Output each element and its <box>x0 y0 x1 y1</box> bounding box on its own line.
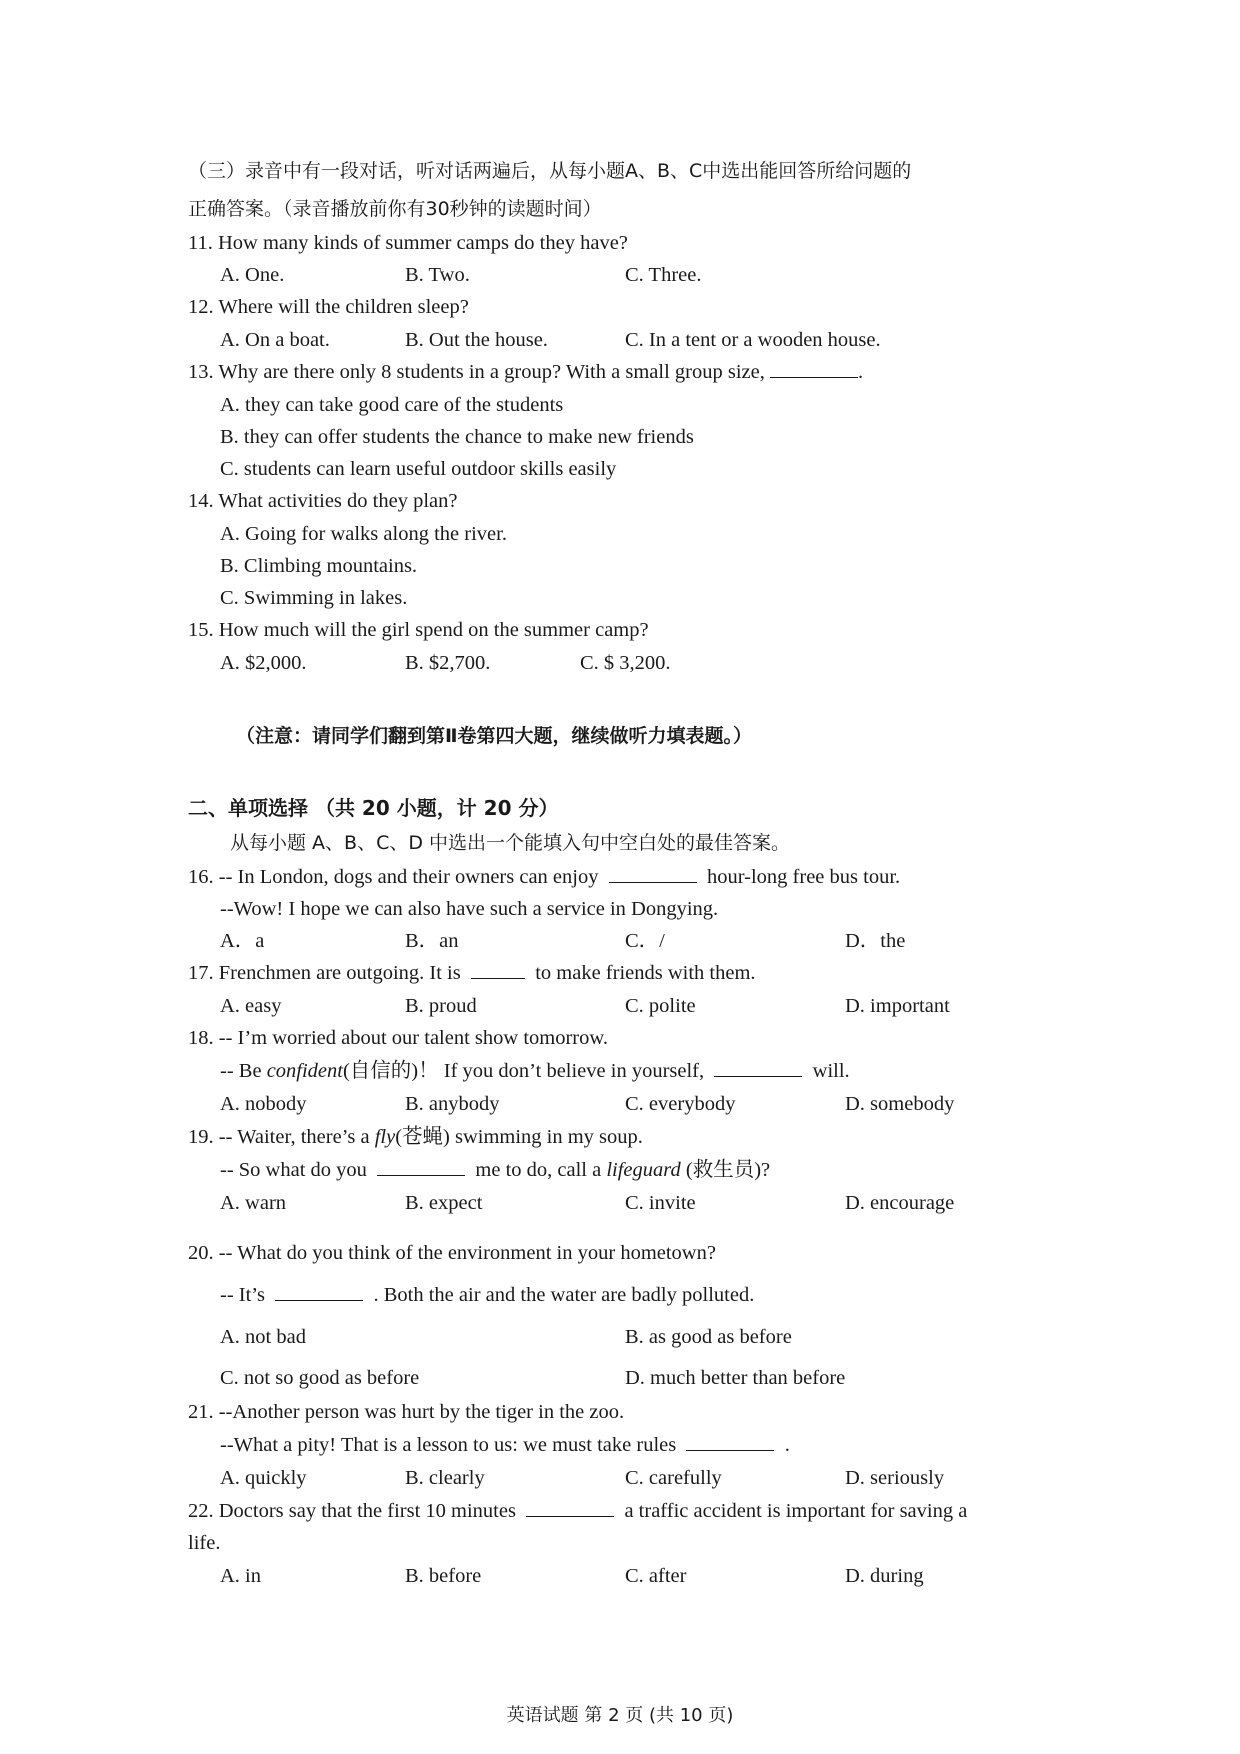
question-17-text-b: to make friends with them. <box>535 962 756 984</box>
question-22-text-b: a traffic accident is important for saving a <box>624 1500 968 1522</box>
question-15-stem: 15. How much will the girl spend on the summer camp? <box>188 619 649 641</box>
question-19-text-b: (苍蝇) swimming in my soup. <box>395 1126 643 1148</box>
question-21-option-d: D. seriously <box>845 1467 945 1489</box>
question-19-keyword-2: lifeguard <box>606 1159 681 1181</box>
question-19-option-a: A. warn <box>220 1192 287 1214</box>
answer-blank <box>686 1432 774 1451</box>
question-21-option-c: C. carefully <box>625 1467 722 1489</box>
question-17-option-d: D. important <box>845 995 950 1017</box>
question-21-line1: 21. --Another person was hurt by the tiger in the zoo. <box>188 1401 625 1423</box>
question-22-option-d: D. during <box>845 1565 924 1587</box>
question-12-option-a: A. On a boat. <box>220 329 330 351</box>
answer-blank <box>609 864 697 883</box>
question-20-option-b: B. as good as before <box>625 1326 792 1348</box>
answer-blank <box>770 359 858 378</box>
question-20-option-c: C. not so good as before <box>220 1367 420 1389</box>
question-17-stem <box>188 960 756 986</box>
question-21-option-a: A. quickly <box>220 1467 307 1489</box>
question-17-text-a: 17. Frenchmen are outgoing. It is <box>188 962 461 984</box>
question-13-option-c: C. students can learn useful outdoor skills easily <box>220 458 617 480</box>
question-18-option-c: C. everybody <box>625 1093 736 1115</box>
question-13-option-b: B. they can offer students the chance to make new friends <box>220 426 694 448</box>
question-22-line1 <box>188 1498 967 1524</box>
part2-heading: 二、单项选择 （共 20 小题，计 20 分） <box>188 796 559 820</box>
answer-blank <box>377 1157 465 1176</box>
question-15-option-c: C. $ 3,200. <box>580 652 671 674</box>
question-17-option-c: C. polite <box>625 995 696 1017</box>
question-16-text-b: hour-long free bus tour. <box>706 866 901 888</box>
question-11-option-a: A. One. <box>220 264 285 286</box>
question-20-text-a: -- It’s <box>220 1284 265 1306</box>
question-19-text-e: (救生员)? <box>680 1159 771 1181</box>
question-21-text-b: . <box>784 1434 790 1456</box>
section3-instruction-line1: （三）录音中有一段对话，听对话两遍后，从每小题A、B、C中选出能回答所给问题的 <box>188 160 912 182</box>
question-14-option-c: C. Swimming in lakes. <box>220 587 408 609</box>
question-17-option-b: B. proud <box>405 995 477 1017</box>
question-16-option-c: C．/ <box>625 930 665 952</box>
question-13-stem <box>188 359 863 385</box>
question-19-text-c: -- So what do you <box>220 1159 367 1181</box>
question-16-option-d: D．the <box>845 930 906 952</box>
question-14-stem: 14. What activities do they plan? <box>188 490 458 512</box>
page-footer: 英语试题 第 2 页 (共 10 页) <box>506 1705 734 1726</box>
question-12-stem: 12. Where will the children sleep? <box>188 296 469 318</box>
question-18-option-a: A. nobody <box>220 1093 307 1115</box>
question-19-text-a: 19. -- Waiter, there’s a <box>188 1126 375 1148</box>
question-16-option-a: A．a <box>220 930 265 952</box>
question-19-keyword: fly <box>374 1126 396 1148</box>
question-18-option-b: B. anybody <box>405 1093 500 1115</box>
section3-instruction-line2: 正确答案。（录音播放前你有30秒钟的读题时间） <box>188 198 602 220</box>
question-12-option-b: B. Out the house. <box>405 329 548 351</box>
answer-blank <box>714 1058 802 1077</box>
question-22-line2: life. <box>188 1532 221 1554</box>
question-15-option-a: A. $2,000. <box>220 652 307 674</box>
answer-blank <box>471 960 525 979</box>
question-19-option-b: B. expect <box>405 1192 483 1214</box>
question-18-text-a: -- Be <box>220 1060 267 1082</box>
question-13-stem-text: 13. Why are there only 8 students in a group? With a small group size, <box>188 361 765 383</box>
question-13-option-a: A. they can take good care of the students <box>220 394 564 416</box>
question-18-text-b: (自信的)！ If you don’t believe in yourself, <box>342 1060 705 1082</box>
question-19-option-c: C. invite <box>625 1192 696 1214</box>
question-11-stem: 11. How many kinds of summer camps do they have? <box>188 232 628 254</box>
question-15-option-b: B. $2,700. <box>405 652 491 674</box>
part2-instruction: 从每小题 A、B、C、D 中选出一个能填入句中空白处的最佳答案。 <box>230 832 791 854</box>
question-20-line2 <box>220 1282 754 1308</box>
question-18-keyword: confident <box>266 1060 343 1082</box>
question-22-option-a: A. in <box>220 1565 261 1587</box>
question-21-text-a: --What a pity! That is a lesson to us: we must take rules <box>220 1434 677 1456</box>
question-19-line2 <box>220 1157 770 1183</box>
question-17-option-a: A. easy <box>220 995 282 1017</box>
question-11-option-b: B. Two. <box>405 264 470 286</box>
question-22-option-c: C. after <box>625 1565 687 1587</box>
listening-note: （注意：请同学们翻到第Ⅱ卷第四大题，继续做听力填表题。） <box>236 725 753 747</box>
question-19-line1 <box>188 1124 643 1150</box>
question-20-text-b: . Both the air and the water are badly polluted. <box>373 1284 755 1306</box>
question-18-text-c: will. <box>812 1060 850 1082</box>
question-16-line1 <box>188 864 900 890</box>
question-18-line1: 18. -- I’m worried about our talent show tomorrow. <box>188 1027 608 1049</box>
question-21-option-b: B. clearly <box>405 1467 485 1489</box>
question-20-option-a: A. not bad <box>220 1326 306 1348</box>
question-20-option-d: D. much better than before <box>625 1367 846 1389</box>
question-14-option-b: B. Climbing mountains. <box>220 555 418 577</box>
question-11-option-c: C. Three. <box>625 264 702 286</box>
question-16-text-a: 16. -- In London, dogs and their owners can enjoy <box>188 866 599 888</box>
question-14-option-a: A. Going for walks along the river. <box>220 523 507 545</box>
question-21-line2 <box>220 1432 790 1458</box>
question-22-option-b: B. before <box>405 1565 482 1587</box>
question-13-tail: . <box>857 361 864 383</box>
question-16-option-b: B．an <box>405 930 459 952</box>
question-19-option-d: D. encourage <box>845 1192 955 1214</box>
question-16-line2: --Wow! I hope we can also have such a service in Dongying. <box>220 898 719 920</box>
question-18-line2 <box>220 1058 850 1084</box>
question-19-text-d: me to do, call a <box>475 1159 607 1181</box>
question-12-option-c: C. In a tent or a wooden house. <box>625 329 881 351</box>
answer-blank <box>275 1282 363 1301</box>
question-18-option-d: D. somebody <box>845 1093 955 1115</box>
question-22-text-a: 22. Doctors say that the first 10 minutes <box>188 1500 516 1522</box>
answer-blank <box>526 1498 614 1517</box>
question-20-line1: 20. -- What do you think of the environment in your hometown? <box>188 1242 716 1264</box>
